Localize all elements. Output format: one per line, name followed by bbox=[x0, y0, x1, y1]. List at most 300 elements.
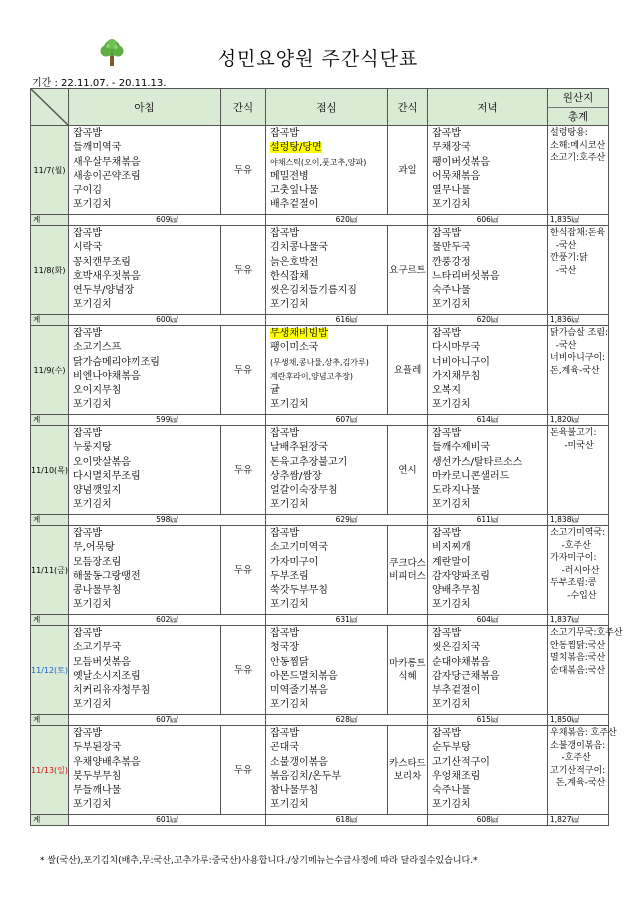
menu-item-text: 잡곡밥 bbox=[73, 128, 102, 139]
breakfast-cell bbox=[69, 126, 221, 215]
menu-item bbox=[73, 627, 220, 641]
menu-item-text: 참나물무침 bbox=[270, 785, 319, 797]
breakfast-kcal: 601㎉ bbox=[69, 815, 266, 826]
menu-item-text: 우채양배추볶음 bbox=[73, 756, 141, 768]
menu-item bbox=[270, 627, 387, 641]
menu-item bbox=[73, 127, 220, 141]
menu-item-text: 포기김치 bbox=[432, 199, 471, 211]
snack-item: 비피더스 bbox=[389, 571, 426, 582]
menu-item-text: 미역줄기볶음 bbox=[270, 685, 328, 697]
menu-item bbox=[432, 456, 547, 470]
menu-item bbox=[432, 698, 547, 712]
menu-item bbox=[270, 241, 387, 255]
menu-item-text: 팽이버섯볶음 bbox=[432, 156, 490, 168]
origin-line: 돈,계육-국산 bbox=[550, 778, 606, 788]
snack-item: 식혜 bbox=[398, 671, 417, 682]
menu-item bbox=[73, 741, 220, 755]
total-row bbox=[31, 415, 609, 426]
menu-item bbox=[73, 670, 220, 684]
menu-item bbox=[432, 641, 547, 655]
menu-item bbox=[270, 127, 387, 141]
menu-item bbox=[432, 241, 547, 255]
origin-line: -호주산 bbox=[550, 540, 591, 551]
menu-item bbox=[73, 456, 220, 470]
origin-line: 가자미구이: bbox=[550, 553, 597, 563]
menu-item-text: 안동찜닭 bbox=[270, 656, 309, 668]
menu-item-text: 씻은김치국 bbox=[432, 642, 481, 654]
menu-item-text: 생선가스/탈타르소스 bbox=[432, 456, 523, 468]
menu-item bbox=[432, 584, 547, 598]
menu-item bbox=[73, 141, 220, 155]
menu-item bbox=[432, 670, 547, 684]
menu-item bbox=[270, 756, 387, 770]
menu-item bbox=[73, 656, 220, 670]
menu-item bbox=[270, 784, 387, 798]
snack1-cell bbox=[221, 326, 266, 415]
menu-item bbox=[432, 741, 547, 755]
menu-item bbox=[73, 641, 220, 655]
menu-item bbox=[432, 170, 547, 184]
menu-item-text: 새송이곤약조림 bbox=[73, 170, 141, 182]
menu-item-text: 순대야채볶음 bbox=[432, 656, 490, 668]
menu-item-text: 포기김치 bbox=[73, 299, 112, 311]
menu-item-text: 잡곡밥 bbox=[73, 228, 102, 239]
total-header: 총계 bbox=[548, 107, 608, 126]
menu-item-text: 배추겉절이 bbox=[270, 199, 319, 211]
menu-item-text: 포기김치 bbox=[73, 799, 112, 811]
menu-item bbox=[270, 284, 387, 298]
menu-item bbox=[270, 541, 387, 555]
snack1-cell bbox=[221, 126, 266, 215]
menu-item-text: 포기김치 bbox=[432, 699, 471, 711]
menu-item bbox=[432, 770, 547, 784]
menu-item-text: 무생채비빔밥 bbox=[270, 328, 328, 339]
lunch-cell bbox=[266, 726, 388, 815]
menu-item bbox=[73, 556, 220, 570]
footnote: * 쌀(국산),포기김치(배추,무:국산,고추가루:중국산)사용합니다./상기메뉴는수급사정에 따라 달라질수있습니다.* bbox=[40, 856, 478, 866]
menu-item-text: 상추쌈/쌈장 bbox=[270, 470, 322, 482]
menu-item-text: 치커리유자청무침 bbox=[73, 685, 151, 697]
menu-item bbox=[73, 541, 220, 555]
breakfast-kcal: 609㎉ bbox=[69, 215, 266, 226]
col-origin bbox=[548, 89, 609, 126]
snack2-cell bbox=[388, 726, 428, 815]
snack-item: 요플레 bbox=[393, 364, 422, 376]
menu-item bbox=[432, 427, 547, 441]
menu-item-text: 포기김치 bbox=[432, 599, 471, 611]
breakfast-kcal: 598㎉ bbox=[69, 515, 266, 526]
menu-item-text: 호박새우젓볶음 bbox=[73, 270, 141, 282]
menu-item bbox=[270, 798, 387, 812]
lunch-kcal: 607㎉ bbox=[266, 415, 428, 426]
menu-item bbox=[432, 656, 547, 670]
snack-item: 두유 bbox=[233, 364, 253, 376]
menu-item-text: 한식잡채 bbox=[270, 270, 309, 282]
menu-item bbox=[432, 284, 547, 298]
menu-item bbox=[432, 570, 547, 584]
total-kcal: 1,837㎉ bbox=[548, 615, 609, 626]
menu-item bbox=[73, 398, 220, 412]
menu-item bbox=[73, 598, 220, 612]
corner-cell bbox=[31, 89, 69, 126]
origin-line: -미국산 bbox=[550, 440, 594, 451]
menu-item bbox=[270, 270, 387, 284]
origin-line: 소고기:호주산 bbox=[550, 153, 606, 163]
menu-item-text: 너비아니구이 bbox=[432, 356, 490, 368]
breakfast-cell bbox=[69, 526, 221, 615]
period-label: 기간 : 22.11.07. - 20.11.13. bbox=[32, 78, 167, 89]
page-title: 성민요양원 주간식단표 bbox=[217, 48, 419, 70]
menu-item-text: 잡곡밥 bbox=[432, 128, 461, 139]
menu-item-text: 구이김 bbox=[73, 185, 102, 197]
menu-item bbox=[73, 770, 220, 784]
menu-item bbox=[432, 270, 547, 284]
menu-item bbox=[73, 584, 220, 598]
total-kcal: 1,835㎉ bbox=[548, 215, 609, 226]
menu-table bbox=[30, 88, 623, 826]
menu-item bbox=[270, 456, 387, 470]
menu-item-text: 숙주나물 bbox=[432, 785, 471, 797]
menu-item bbox=[73, 298, 220, 312]
menu-item bbox=[432, 227, 547, 241]
menu-item-text: 팽이미소국 bbox=[270, 342, 319, 354]
menu-item-text: 오이지무침 bbox=[73, 385, 122, 397]
menu-item-text: 메밀전병 bbox=[270, 170, 309, 182]
day-row bbox=[31, 126, 609, 215]
lunch-cell bbox=[266, 426, 388, 515]
lunch-cell bbox=[266, 126, 388, 215]
menu-item bbox=[432, 470, 547, 484]
total-row bbox=[31, 315, 609, 326]
total-row bbox=[31, 515, 609, 526]
menu-item bbox=[270, 227, 387, 241]
total-row bbox=[31, 215, 609, 226]
day-row bbox=[31, 526, 609, 615]
menu-item-text: 설렁탕/당면 bbox=[270, 142, 322, 154]
menu-item bbox=[270, 484, 387, 498]
menu-item-text: 비지찌개 bbox=[432, 542, 471, 554]
snack2-cell bbox=[388, 426, 428, 515]
snack2-cell bbox=[388, 626, 428, 715]
origin-cell bbox=[548, 126, 609, 215]
menu-item-text: 잡곡밥 bbox=[432, 328, 461, 339]
menu-item-text: 포기김치 bbox=[270, 399, 309, 411]
menu-item bbox=[73, 727, 220, 741]
total-label: 계 bbox=[31, 815, 69, 826]
menu-item bbox=[270, 156, 387, 170]
menu-item-text: 잡곡밥 bbox=[73, 728, 102, 739]
breakfast-kcal: 602㎉ bbox=[69, 615, 266, 626]
menu-item bbox=[432, 156, 547, 170]
menu-item-text: 잡곡밥 bbox=[270, 728, 299, 739]
snack1-cell bbox=[221, 526, 266, 615]
menu-item-text: 들깨수제비국 bbox=[432, 442, 490, 454]
origin-line: 깐풍기:닭 bbox=[550, 253, 588, 263]
menu-item bbox=[73, 256, 220, 270]
menu-item bbox=[270, 198, 387, 212]
menu-item-text: 소고기미역국 bbox=[270, 542, 328, 554]
menu-item-text: 잡곡밥 bbox=[73, 428, 102, 439]
day-row bbox=[31, 426, 609, 515]
menu-item-text: 포기김치 bbox=[73, 199, 112, 211]
menu-item-text: 계란후라이,양념고추장) bbox=[270, 371, 353, 381]
menu-item-text: 잡곡밥 bbox=[270, 428, 299, 439]
menu-item-text: 두부조림 bbox=[270, 570, 309, 582]
dinner-cell bbox=[428, 326, 548, 415]
total-kcal: 1,820㎉ bbox=[548, 415, 609, 426]
snack-item: 두유 bbox=[233, 164, 253, 176]
menu-item bbox=[432, 356, 547, 370]
menu-item-text: 잡곡밥 bbox=[270, 128, 299, 139]
origin-line: 소고기무국:호주산 bbox=[550, 628, 623, 638]
menu-item-text: 잡곡밥 bbox=[270, 528, 299, 539]
menu-item-text: 잡곡밥 bbox=[432, 728, 461, 739]
menu-item-text: 고춧잎나물 bbox=[270, 185, 319, 197]
dinner-cell bbox=[428, 526, 548, 615]
snack-item: 마카롱트 bbox=[389, 658, 426, 669]
snack1-cell bbox=[221, 726, 266, 815]
date-cell: 11/8(화) bbox=[31, 226, 69, 315]
origin-cell bbox=[548, 526, 609, 615]
menu-item-text: 돈육고추장불고기 bbox=[270, 456, 348, 468]
menu-item-text: 포기김치 bbox=[432, 299, 471, 311]
menu-item bbox=[73, 241, 220, 255]
menu-item-text: 잡곡밥 bbox=[432, 528, 461, 539]
menu-item bbox=[73, 170, 220, 184]
origin-line: 순대볶음:국산 bbox=[550, 665, 606, 676]
menu-item-text: 잡곡밥 bbox=[270, 628, 299, 639]
origin-line: 닭가슴살 조림: bbox=[550, 328, 609, 338]
menu-item-text: 소불갱이볶음 bbox=[270, 756, 328, 768]
menu-item-text: 가지채무침 bbox=[432, 370, 481, 382]
menu-item-text: 잡곡밥 bbox=[73, 628, 102, 639]
breakfast-cell bbox=[69, 226, 221, 315]
snack1-cell bbox=[221, 226, 266, 315]
menu-item-text: 양념깻잎지 bbox=[73, 485, 122, 497]
menu-item bbox=[73, 527, 220, 541]
menu-item-text: 도라지나물 bbox=[432, 485, 481, 497]
snack-item: 두유 bbox=[233, 564, 253, 576]
menu-item-text: 소고기무국 bbox=[73, 642, 122, 654]
origin-line: -국산 bbox=[550, 240, 577, 251]
menu-item-text: 모듬장조림 bbox=[73, 556, 122, 568]
menu-item-text: 무,어묵탕 bbox=[73, 542, 115, 554]
menu-item bbox=[270, 570, 387, 584]
menu-item-text: 포기김치 bbox=[73, 399, 112, 411]
origin-line: -국산 bbox=[550, 340, 577, 351]
menu-item-text: 청국장 bbox=[270, 642, 299, 654]
origin-line: 고기산적구이: bbox=[550, 765, 606, 776]
menu-item-text: 부추겉절이 bbox=[432, 685, 481, 697]
day-row bbox=[31, 626, 609, 715]
menu-item-text: 씻은김치들기름지짐 bbox=[270, 285, 357, 297]
menu-item bbox=[270, 641, 387, 655]
menu-item-text: 다시멸치무조림 bbox=[73, 470, 141, 482]
menu-item bbox=[270, 356, 387, 370]
breakfast-kcal: 600㎉ bbox=[69, 315, 266, 326]
origin-line: 돈육불고기: bbox=[550, 428, 597, 438]
menu-item-text: 늙은호박전 bbox=[270, 256, 319, 268]
total-kcal: 1,838㎉ bbox=[548, 515, 609, 526]
menu-item-text: 해물동그랑땡전 bbox=[73, 570, 141, 582]
lunch-kcal: 629㎉ bbox=[266, 515, 428, 526]
menu-item bbox=[432, 598, 547, 612]
snack-item: 카스타드 bbox=[389, 758, 426, 769]
day-row bbox=[31, 726, 609, 815]
menu-item-text: 무들깨나물 bbox=[73, 785, 122, 797]
menu-item-text: 포기김치 bbox=[73, 599, 112, 611]
menu-item-text: 새우살무채볶음 bbox=[73, 156, 141, 168]
menu-item bbox=[270, 141, 387, 155]
lunch-kcal: 631㎉ bbox=[266, 615, 428, 626]
origin-cell bbox=[548, 726, 617, 815]
snack-item: 요구르트 bbox=[389, 264, 426, 276]
menu-item bbox=[432, 627, 547, 641]
menu-item-text: 잡곡밥 bbox=[432, 428, 461, 439]
origin-line: 소고기미역국: bbox=[550, 528, 606, 538]
menu-item bbox=[73, 270, 220, 284]
menu-item-text: 모듬버섯볶음 bbox=[73, 656, 131, 668]
snack2-cell bbox=[388, 326, 428, 415]
menu-item bbox=[270, 698, 387, 712]
dinner-kcal: 604㎉ bbox=[428, 615, 548, 626]
menu-item-text: 포기김치 bbox=[270, 499, 309, 511]
menu-item bbox=[270, 527, 387, 541]
origin-cell bbox=[548, 626, 623, 715]
total-label: 계 bbox=[31, 215, 69, 226]
date-cell: 11/13(일) bbox=[31, 726, 69, 815]
origin-line: 우채볶음: 호주산 bbox=[550, 728, 617, 738]
menu-item-text: 두부된장국 bbox=[73, 742, 122, 754]
dinner-cell bbox=[428, 226, 548, 315]
snack1-cell bbox=[221, 426, 266, 515]
total-row bbox=[31, 615, 609, 626]
menu-item-text: 얼갈이숙장무침 bbox=[270, 485, 338, 497]
menu-item-text: 감자양파조림 bbox=[432, 570, 490, 582]
menu-item-text: 들깨미역국 bbox=[73, 142, 122, 154]
total-kcal: 1,836㎉ bbox=[548, 315, 609, 326]
day-row bbox=[31, 326, 609, 415]
menu-item bbox=[73, 341, 220, 355]
total-label: 계 bbox=[31, 415, 69, 426]
menu-item-text: (무생채,콩나물,상추,김가루) bbox=[270, 357, 369, 367]
origin-line: 한식잡채:돈육 bbox=[550, 228, 606, 238]
menu-item bbox=[73, 684, 220, 698]
origin-line: 멸치볶음:국산 bbox=[550, 653, 606, 663]
menu-item bbox=[73, 356, 220, 370]
menu-item-text: 느타리버섯볶음 bbox=[432, 270, 500, 282]
dinner-kcal: 620㎉ bbox=[428, 315, 548, 326]
menu-item bbox=[432, 441, 547, 455]
menu-item bbox=[270, 670, 387, 684]
menu-item bbox=[73, 756, 220, 770]
origin-line: 안동찜닭:국산 bbox=[550, 640, 606, 651]
col-snack2: 간식 bbox=[388, 89, 428, 126]
menu-item-text: 곤대국 bbox=[270, 742, 299, 754]
menu-item-text: 어묵채볶음 bbox=[432, 170, 481, 182]
menu-item bbox=[73, 570, 220, 584]
menu-item bbox=[73, 784, 220, 798]
menu-item-text: 김치콩나물국 bbox=[270, 242, 328, 254]
col-breakfast: 아침 bbox=[69, 89, 221, 126]
menu-item-text: 소고기스프 bbox=[73, 342, 122, 354]
date-cell: 11/9(수) bbox=[31, 326, 69, 415]
total-row bbox=[31, 715, 609, 726]
menu-item-text: 포기김치 bbox=[432, 799, 471, 811]
menu-item-text: 무채장국 bbox=[432, 142, 471, 154]
menu-item-text: 잡곡밥 bbox=[73, 328, 102, 339]
menu-item-text: 잡곡밥 bbox=[73, 528, 102, 539]
snack-item: 두유 bbox=[233, 764, 253, 776]
menu-item-text: 다시마무국 bbox=[432, 342, 481, 354]
origin-line: 소해:메시코산 bbox=[550, 140, 606, 151]
breakfast-kcal: 599㎉ bbox=[69, 415, 266, 426]
menu-item bbox=[270, 684, 387, 698]
dinner-kcal: 614㎉ bbox=[428, 415, 548, 426]
dinner-cell bbox=[428, 726, 548, 815]
origin-cell bbox=[548, 426, 609, 515]
menu-item-text: 포기김치 bbox=[270, 299, 309, 311]
menu-item-text: 오이맛살볶음 bbox=[73, 456, 131, 468]
menu-item-text: 포기김치 bbox=[432, 499, 471, 511]
total-kcal: 1,850㎉ bbox=[548, 715, 609, 726]
lunch-kcal: 628㎉ bbox=[266, 715, 428, 726]
menu-item bbox=[73, 498, 220, 512]
menu-item bbox=[432, 756, 547, 770]
snack-item: 쿠크다스 bbox=[389, 558, 426, 569]
snack-item: 두유 bbox=[233, 664, 253, 676]
col-lunch: 점심 bbox=[266, 89, 388, 126]
menu-item bbox=[270, 384, 387, 398]
menu-item bbox=[432, 384, 547, 398]
menu-item bbox=[270, 298, 387, 312]
menu-item bbox=[432, 370, 547, 384]
menu-item-text: 연두부/양념장 bbox=[73, 285, 135, 297]
menu-item bbox=[73, 470, 220, 484]
origin-line: 두부조림:콩 bbox=[550, 578, 597, 588]
origin-line: -러시아산 bbox=[550, 565, 600, 576]
menu-item bbox=[73, 327, 220, 341]
origin-cell bbox=[548, 226, 609, 315]
menu-item bbox=[73, 284, 220, 298]
menu-item-text: 가자미구이 bbox=[270, 556, 319, 568]
menu-item bbox=[270, 170, 387, 184]
menu-item-text: 붓두부무침 bbox=[73, 770, 122, 782]
origin-line: 소불갱이볶음: bbox=[550, 740, 606, 751]
menu-item bbox=[73, 441, 220, 455]
lunch-cell bbox=[266, 626, 388, 715]
dinner-cell bbox=[428, 626, 548, 715]
total-label: 계 bbox=[31, 715, 69, 726]
menu-item bbox=[73, 384, 220, 398]
menu-item bbox=[432, 184, 547, 198]
menu-item-text: 잡곡밥 bbox=[432, 228, 461, 239]
menu-item bbox=[270, 327, 387, 341]
menu-item bbox=[270, 556, 387, 570]
menu-item-text: 포기김치 bbox=[73, 499, 112, 511]
menu-item bbox=[73, 198, 220, 212]
dinner-kcal: 615㎉ bbox=[428, 715, 548, 726]
menu-item-text: 양배추무침 bbox=[432, 585, 481, 597]
menu-item bbox=[270, 741, 387, 755]
menu-item-text: 잡곡밥 bbox=[270, 228, 299, 239]
snack-item: 두유 bbox=[233, 464, 253, 476]
lunch-cell bbox=[266, 326, 388, 415]
origin-line: 돈,계육-국산 bbox=[550, 365, 600, 376]
menu-item bbox=[432, 498, 547, 512]
breakfast-cell bbox=[69, 726, 221, 815]
origin-line: -국산 bbox=[550, 265, 577, 276]
